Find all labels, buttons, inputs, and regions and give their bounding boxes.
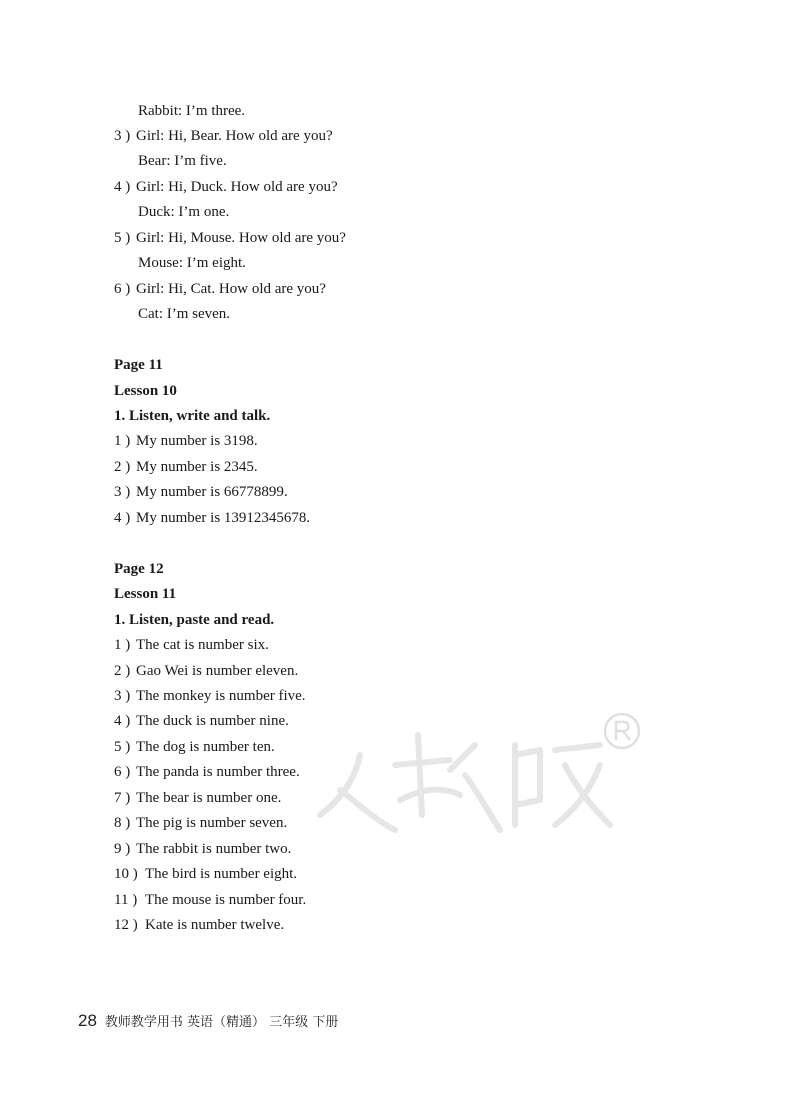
item-number: 6 ) [114,764,131,780]
list-item [114,814,287,832]
item-text: The rabbit is number two. [136,841,292,857]
page-heading: Page 12 [114,561,164,577]
publisher-watermark-logo [300,705,660,855]
list-item [114,687,306,705]
item-number: 3 ) [114,128,131,144]
dialogue-question [114,178,338,196]
dialogue-rabbit-reply: Rabbit: I’m three. [138,103,246,119]
task-heading: 1. Listen, paste and read. [114,612,275,628]
dialogue-question-text: Girl: Hi, Duck. How old are you? [136,179,338,195]
item-number: 1 ) [114,637,131,653]
lesson-heading: Lesson 11 [114,586,177,602]
list-item [114,662,298,680]
item-number: 12 ) [114,917,138,933]
dialogue-reply: Cat: I’m seven. [138,306,231,322]
dialogue-question [114,229,346,247]
item-text: My number is 66778899. [136,484,288,500]
dialogue-reply: Bear: I’m five. [138,153,227,169]
task-heading: 1. Listen, write and talk. [114,408,271,424]
item-number: 10 ) [114,866,138,882]
item-number: 4 ) [114,179,131,195]
item-text: The monkey is number five. [136,688,306,704]
list-item [114,916,284,934]
item-text: Gao Wei is number eleven. [136,663,299,679]
list-item [114,763,300,781]
list-item [114,712,289,730]
dialogue-reply: Mouse: I’m eight. [138,255,246,271]
item-number: 1 ) [114,433,131,449]
list-item [114,865,297,883]
item-text: The pig is number seven. [136,815,288,831]
item-text: The mouse is number four. [145,892,307,908]
item-number: 7 ) [114,790,131,806]
item-text: My number is 3198. [136,433,258,449]
list-item [114,458,258,476]
list-item [114,483,288,501]
item-number: 5 ) [114,739,131,755]
list-item [114,840,291,858]
item-number: 3 ) [114,688,131,704]
item-text: Kate is number twelve. [145,917,285,933]
item-number: 4 ) [114,713,131,729]
item-number: 5 ) [114,230,131,246]
item-text: The duck is number nine. [136,713,289,729]
item-number: 3 ) [114,484,131,500]
page-heading: Page 11 [114,357,163,373]
item-text: The bear is number one. [136,790,282,806]
item-number: 8 ) [114,815,131,831]
list-item [114,636,269,654]
lesson-heading: Lesson 10 [114,383,177,399]
page-footer [78,1011,338,1033]
item-text: The dog is number ten. [136,739,275,755]
dialogue-question-text: Girl: Hi, Bear. How old are you? [136,128,333,144]
page-number: 28 [78,1011,97,1030]
item-text: My number is 13912345678. [136,510,311,526]
dialogue-question [114,280,326,298]
list-item [114,432,258,450]
dialogue-question-text: Girl: Hi, Cat. How old are you? [136,281,326,297]
list-item [114,789,281,807]
dialogue-question-text: Girl: Hi, Mouse. How old are you? [136,230,346,246]
item-number: 4 ) [114,510,131,526]
dialogue-question [114,127,333,145]
item-text: My number is 2345. [136,459,258,475]
item-number: 2 ) [114,663,131,679]
item-text: The panda is number three. [136,764,300,780]
item-number: 2 ) [114,459,131,475]
item-text: The bird is number eight. [145,866,298,882]
list-item [114,738,275,756]
item-text: The cat is number six. [136,637,269,653]
item-number: 9 ) [114,841,131,857]
list-item [114,891,306,909]
item-number: 6 ) [114,281,131,297]
book-title: 教师教学用书 英语（精通） 三年级 下册 [104,1015,339,1030]
list-item [114,509,310,527]
item-number: 11 ) [114,892,138,908]
dialogue-reply: Duck: I’m one. [138,204,230,220]
